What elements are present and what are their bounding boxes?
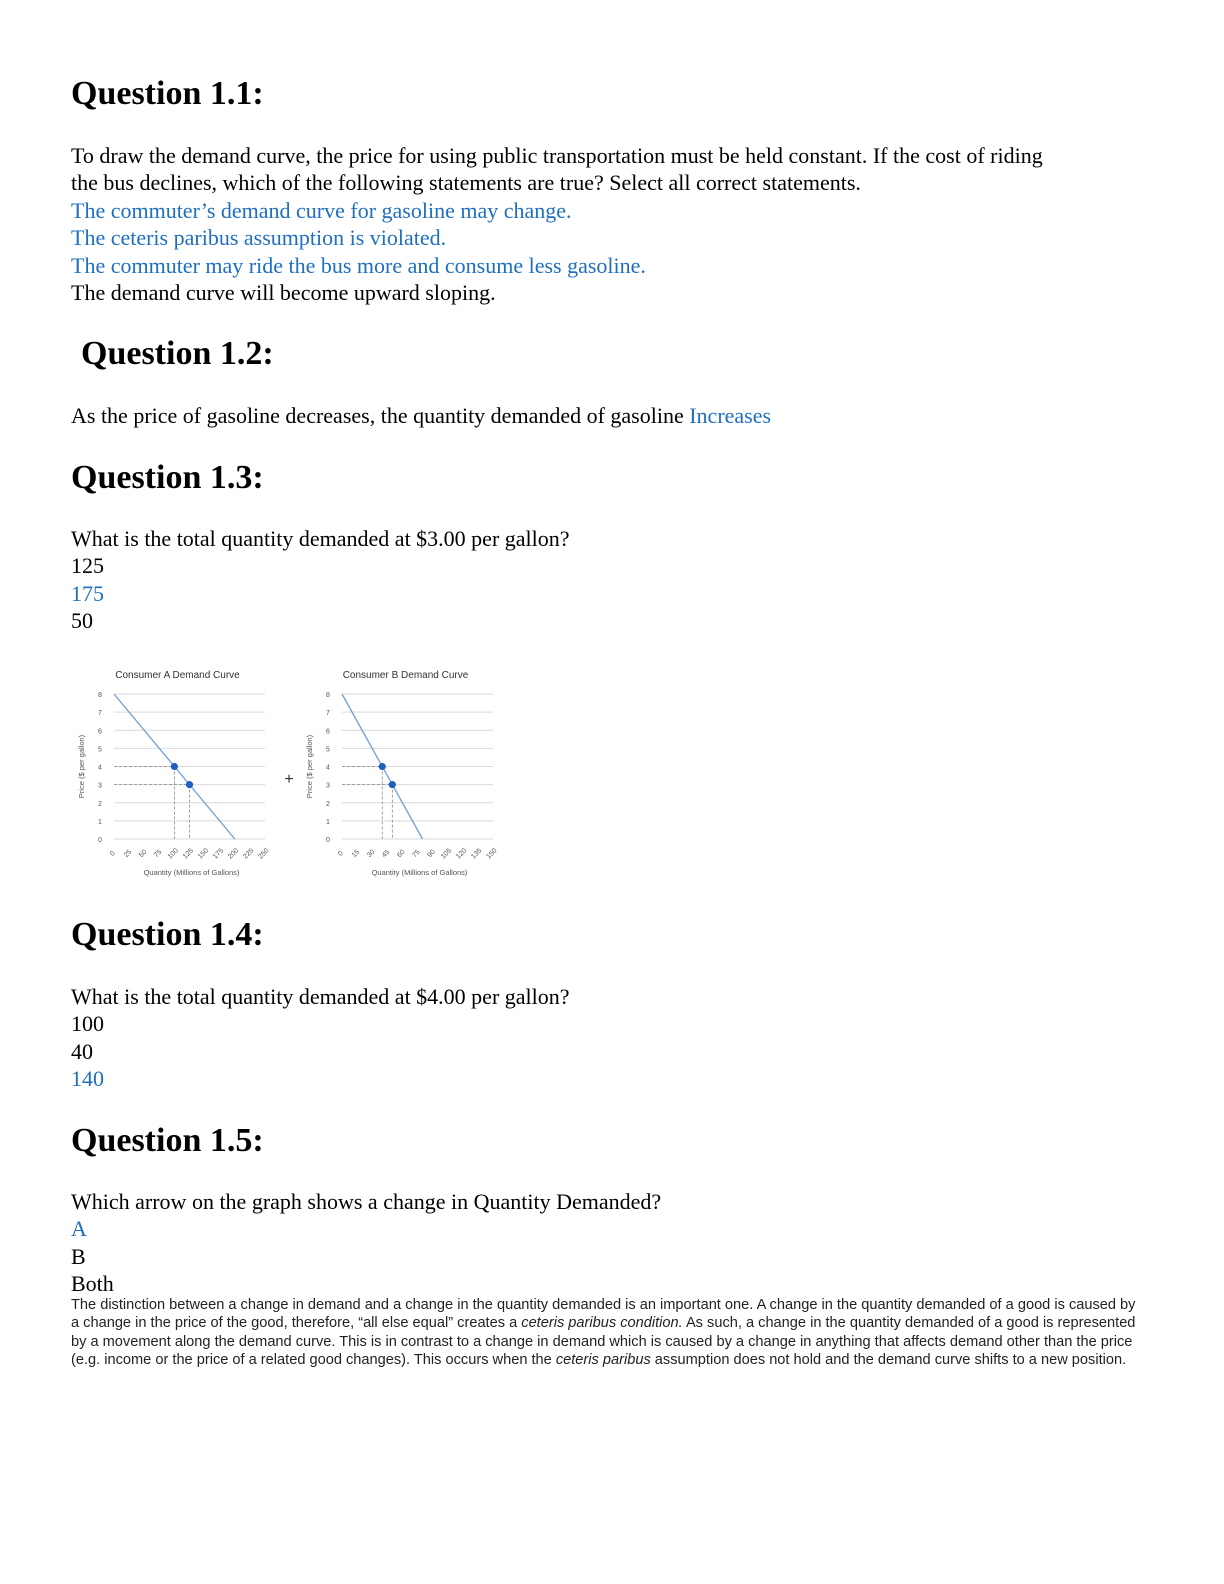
q2-prompt-line	[71, 402, 1151, 429]
chart-b-x-tick-label: 0	[337, 850, 345, 858]
q1-option-3[interactable]: The commuter may ride the bus more and consume less gasoline.	[71, 252, 646, 278]
chart-b-y-tick-label: 0	[326, 837, 330, 844]
chart-b-y-tick-label: 4	[326, 764, 330, 772]
chart-b-x-tick-label: 75	[411, 848, 422, 860]
chart-a-y-tick-label: 5	[98, 746, 102, 754]
q4-body	[71, 983, 1151, 1093]
explanation-part-2: As such, a change in the quantity demanded of a good is represented by a movement along the demand curve. This is in contrast to a change in demand which is caused by a change in anything that affects demand other than the price (e.g. income or the price of a related good changes). This occurs when the	[71, 1315, 1136, 1368]
q2-heading: Question 1.2:	[81, 335, 274, 372]
chart-b-y-tick-label: 8	[326, 692, 330, 699]
chart-b-x-tick-label: 105	[440, 847, 454, 861]
q3-prompt: What is the total quantity demanded at $3.00 per gallon?	[71, 526, 570, 551]
chart-a-x-tick-label: 225	[242, 847, 256, 861]
q2-answer[interactable]: Increases	[689, 403, 772, 428]
chart-a-x-axis-label: Quantity (Millions of Gallons)	[143, 868, 240, 877]
q3-option-1[interactable]: 125	[71, 553, 104, 579]
explanation-part-3: assumption does not hold and the demand curve shifts to a new position.	[650, 1351, 1127, 1368]
q1-heading: Question 1.1:	[71, 75, 264, 112]
chart-a-data-point	[186, 781, 193, 788]
chart-b-title: Consumer B Demand Curve	[342, 670, 469, 681]
chart-b-y-tick-label: 6	[326, 728, 330, 736]
q3-body	[71, 525, 1151, 635]
chart-a-x-tick-label: 100	[166, 847, 180, 861]
q5-explanation	[71, 1296, 1146, 1369]
q1-option-1[interactable]: The commuter’s demand curve for gasoline may change.	[71, 197, 572, 223]
q1-prompt-line-1: To draw the demand curve, the price for using public transportation must be held constant. If the cost of riding	[71, 143, 1043, 168]
q1-option-2[interactable]: The ceteris paribus assumption is violated.	[71, 225, 447, 251]
chart-b-x-tick-label: 135	[470, 847, 484, 861]
explanation-emphasis-1: ceteris paribus condition.	[521, 1315, 683, 1332]
q3-option-2[interactable]: 175	[71, 580, 104, 606]
chart-b-x-tick-label: 15	[350, 848, 362, 860]
q5-prompt: Which arrow on the graph shows a change in Quantity Demanded?	[71, 1189, 662, 1214]
chart-b-data-point	[379, 763, 386, 770]
q4-option-2[interactable]: 40	[71, 1038, 93, 1064]
chart-a-x-tick-label: 250	[257, 847, 271, 861]
q4-prompt: What is the total quantity demanded at $4.00 per gallon?	[71, 984, 570, 1009]
chart-b-data-point	[389, 781, 396, 788]
chart-b-x-tick-label: 120	[455, 847, 469, 861]
chart-a-x-tick-label: 0	[109, 850, 117, 858]
chart-b-x-tick-label: 45	[381, 848, 392, 860]
q5-option-2[interactable]: B	[71, 1243, 86, 1269]
demand-curves-svg	[78, 662, 508, 882]
chart-a-y-axis-label: Price ($ per gallon)	[77, 734, 86, 799]
q4-option-3[interactable]: 140	[71, 1066, 104, 1092]
chart-a-x-tick-label: 125	[181, 847, 196, 861]
q5-body	[71, 1188, 1151, 1298]
chart-a-x-tick-label: 50	[137, 848, 149, 860]
demand-curve-figure	[78, 662, 508, 882]
q5-heading: Question 1.5:	[71, 1122, 264, 1159]
chart-b-y-axis-label: Price ($ per gallon)	[305, 734, 314, 799]
chart-b-y-tick-label: 7	[326, 710, 330, 718]
chart-b-x-tick-label: 60	[396, 848, 407, 860]
chart-a-y-tick-label: 7	[98, 710, 102, 718]
explanation-emphasis-2: ceteris paribus	[555, 1351, 651, 1368]
chart-a-y-tick-label: 2	[98, 800, 102, 808]
chart-b-y-tick-label: 2	[326, 800, 330, 808]
plus-sign: +	[284, 771, 294, 788]
chart-a-y-tick-label: 8	[98, 692, 102, 699]
chart-b-x-tick-label: 150	[485, 847, 499, 861]
q4-heading: Question 1.4:	[71, 916, 264, 953]
chart-a-x-tick-label: 175	[212, 847, 226, 861]
chart-b-y-tick-label: 3	[326, 782, 330, 790]
q2-body	[71, 402, 1151, 429]
chart-a-y-tick-label: 1	[98, 818, 102, 826]
chart-a-x-tick-label: 75	[153, 848, 164, 860]
chart-a-x-tick-label: 150	[196, 847, 211, 861]
chart-a-x-tick-label: 200	[227, 847, 241, 861]
chart-b-y-tick-label: 5	[326, 746, 330, 754]
q1-prompt-line-2: the bus declines, which of the following statements are true? Select all correct statements.	[71, 170, 861, 196]
q3-option-3[interactable]: 50	[71, 608, 93, 634]
chart-a-x-tick-label: 25	[122, 848, 134, 860]
explanation-part-1: The distinction between a change in demand and a change in the quantity demanded is an important one. A change in the quantity demanded of a good is caused by a change in the price of the good, therefore, “all else equal” creates a	[71, 1297, 1136, 1332]
chart-b-x-tick-label: 90	[426, 848, 437, 860]
q4-option-1[interactable]: 100	[71, 1011, 104, 1037]
chart-a-y-tick-label: 6	[98, 728, 102, 736]
chart-b-x-axis-label: Quantity (Millions of Gallons)	[371, 868, 468, 877]
chart-b-x-tick-label: 30	[365, 848, 377, 860]
chart-a-y-tick-label: 4	[98, 764, 102, 772]
chart-a-data-point	[171, 763, 178, 770]
chart-a-title: Consumer A Demand Curve	[115, 670, 240, 681]
q5-option-3[interactable]: Both	[71, 1271, 114, 1297]
chart-b-y-tick-label: 1	[326, 818, 330, 826]
chart-a-y-tick-label: 0	[98, 837, 102, 844]
q1-option-4[interactable]: The demand curve will become upward sloping.	[71, 280, 496, 306]
chart-a-y-tick-label: 3	[98, 782, 102, 790]
q3-heading: Question 1.3:	[71, 459, 264, 496]
q5-option-1[interactable]: A	[71, 1216, 87, 1242]
q1-body	[71, 142, 1151, 306]
q2-prompt: As the price of gasoline decreases, the quantity demanded of gasoline	[71, 403, 684, 428]
